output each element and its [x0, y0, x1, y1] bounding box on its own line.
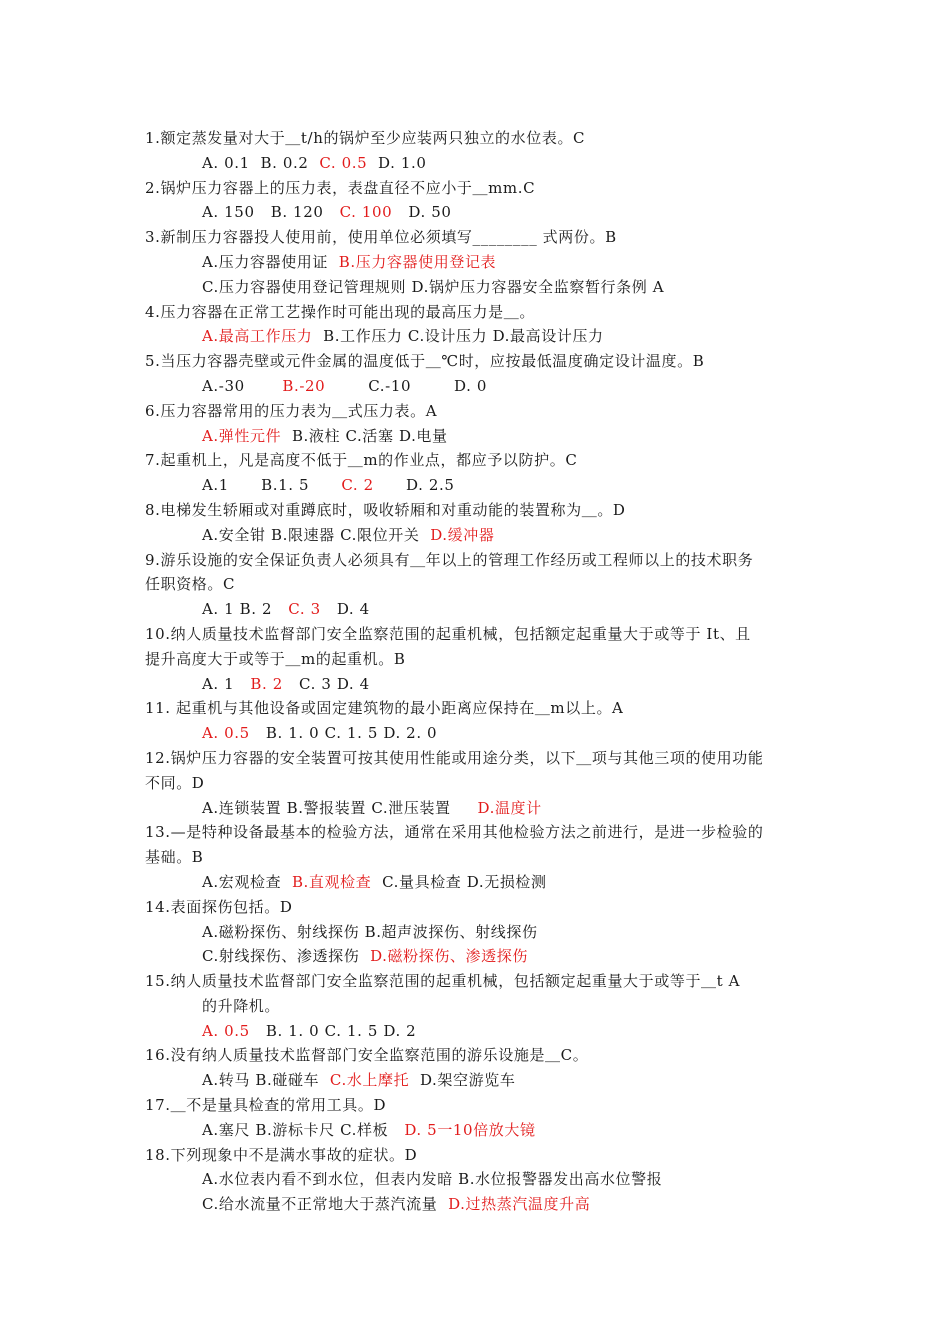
question-text: 基础。B [145, 848, 204, 867]
answer-options-line [145, 275, 815, 300]
answer-options-line [145, 250, 815, 275]
answer-options-line [145, 1167, 815, 1192]
question-text: 11. 起重机与其他设备或固定建筑物的最小距离应保持在＿m以上。A [145, 699, 624, 718]
question-list [145, 126, 815, 1217]
correct-answer-option: A.最高工作压力 [202, 327, 313, 346]
correct-answer-option: D.温度计 [477, 798, 542, 817]
question-text-line [145, 820, 815, 845]
question-text: 16.没有纳人质量技术监督部门安全监察范围的游乐设施是＿C。 [145, 1046, 589, 1065]
question-text: 5.当压力容器壳壁或元件金属的温度低于＿℃时，应按最低温度确定设计温度。B [145, 352, 705, 371]
answer-options-line [145, 994, 815, 1019]
option-text: A. 1 [202, 674, 251, 693]
question-text-line [145, 176, 815, 201]
option-text: B. 1. 0 C. 1. 5 D. 2 [249, 1021, 417, 1040]
question-text-line [145, 845, 815, 870]
option-text: A.-30 [202, 376, 283, 395]
question-text-line [145, 1093, 815, 1118]
option-text: A.转马 B.碰碰车 [202, 1071, 330, 1090]
answer-options-line [145, 1068, 815, 1093]
question-text-line [145, 126, 815, 151]
option-text: A. 0.1 B. 0.2 [202, 153, 320, 172]
question-text-line [145, 969, 815, 994]
answer-options-line [145, 151, 815, 176]
question-text: 18.下列现象中不是满水事故的症状。D [145, 1145, 418, 1164]
correct-answer-option: D. 5一10倍放大镜 [404, 1120, 536, 1139]
option-text: A.1 B.1. 5 [202, 476, 342, 495]
answer-options-line [145, 672, 815, 697]
option-text: A.水位表内看不到水位，但表内发暗 B.水位报警器发出高水位警报 [202, 1170, 663, 1189]
question-text-line [145, 448, 815, 473]
correct-answer-option: A.弹性元件 [202, 426, 282, 445]
question-text: 3.新制压力容器投人使用前，使用单位必须填写________ 式两份。B [145, 228, 617, 247]
question-text-line [145, 225, 815, 250]
question-text: 12.锅炉压力容器的安全装置可按其使用性能或用途分类，以下＿项与其他三项的使用功能 [145, 748, 764, 767]
question-text-line [145, 647, 815, 672]
question-text-line [145, 300, 815, 325]
answer-options-line [145, 1192, 815, 1217]
question-text: 不同。D [145, 773, 205, 792]
correct-answer-option: D.缓冲器 [430, 525, 495, 544]
option-text: D. 2.5 [373, 476, 455, 495]
answer-options-line [145, 324, 815, 349]
answer-options-line [145, 200, 815, 225]
answer-options-line [145, 721, 815, 746]
question-text: 13.—是特种设备最基本的检验方法，通常在采用其他检验方法之前进行，是进一步检验的 [145, 823, 764, 842]
correct-answer-option: D.磁粉探伤、渗透探伤 [370, 947, 528, 966]
question-text: 6.压力容器常用的压力表为＿式压力表。A [145, 401, 438, 420]
option-text: A.塞尺 B.游标卡尺 C.样板 [202, 1120, 405, 1139]
question-text-line [145, 746, 815, 771]
question-text: 任职资格。C [145, 575, 236, 594]
option-text: A.宏观检查 [202, 872, 292, 891]
question-text: 17.＿不是量具检查的常用工具。D [145, 1096, 387, 1115]
question-text: 15.纳人质量技术监督部门安全监察范围的起重机械，包括额定起重量大于或等于＿t A [145, 972, 741, 991]
answer-options-line [145, 424, 815, 449]
question-text-line [145, 771, 815, 796]
correct-answer-option: C. 100 [339, 203, 393, 222]
option-text: C.-10 D. 0 [325, 376, 488, 395]
question-text-line [145, 349, 815, 374]
option-text: A.连锁装置 B.警报装置 C.泄压装置 [202, 798, 478, 817]
option-text: D.架空游览车 [409, 1071, 516, 1090]
question-text-line [145, 498, 815, 523]
option-text: C.压力容器使用登记管理规则 D.锅炉压力容器安全监察暂行条例 A [202, 277, 665, 296]
question-text: 4.压力容器在正常工艺操作时可能出现的最高压力是＿。 [145, 302, 535, 321]
question-text-line [145, 572, 815, 597]
correct-answer-option: B.直观检查 [291, 872, 372, 891]
answer-options-line [145, 920, 815, 945]
question-text-line [145, 895, 815, 920]
option-text: A.压力容器使用证 [202, 252, 339, 271]
correct-answer-option: A. 0.5 [202, 724, 250, 743]
option-text: A. 1 B. 2 [202, 600, 289, 619]
option-text: B.液柱 C.活塞 D.电量 [281, 426, 448, 445]
answer-options-line [145, 870, 815, 895]
question-text-line [145, 1143, 815, 1168]
answer-options-line [145, 473, 815, 498]
option-text: C. 3 D. 4 [282, 674, 370, 693]
answer-options-line [145, 1118, 815, 1143]
option-text: A. 150 B. 120 [202, 203, 340, 222]
option-text: A.安全钳 B.限速器 C.限位开关 [202, 525, 431, 544]
option-text: 的升降机。 [202, 996, 281, 1015]
option-text: C.射线探伤、渗透探伤 [202, 947, 371, 966]
question-text: 7.起重机上，凡是高度不低于＿m的作业点，都应予以防护。C [145, 451, 578, 470]
option-text: C.量具检查 D.无损检测 [371, 872, 547, 891]
question-text-line [145, 622, 815, 647]
option-text: B.工作压力 C.设计压力 D.最高设计压力 [312, 327, 604, 346]
correct-answer-option: C. 0.5 [319, 153, 368, 172]
answer-options-line [145, 597, 815, 622]
answer-options-line [145, 523, 815, 548]
question-text: 8.电梯发生轿厢或对重蹲底时，吸收轿厢和对重动能的装置称为＿。D [145, 500, 626, 519]
question-text: 9.游乐设施的安全保证负责人必须具有＿年以上的管理工作经历或工程师以上的技术职务 [145, 550, 754, 569]
option-text: C.给水流量不正常地大于蒸汽流量 [202, 1195, 449, 1214]
correct-answer-option: B. 2 [250, 674, 283, 693]
correct-answer-option: C. 3 [288, 600, 321, 619]
correct-answer-option: C. 2 [341, 476, 374, 495]
answer-options-line [145, 1019, 815, 1044]
option-text: A.磁粉探伤、射线探伤 B.超声波探伤、射线探伤 [202, 922, 538, 941]
answer-options-line [145, 944, 815, 969]
question-text: 2.锅炉压力容器上的压力表，表盘直径不应小于＿mm.C [145, 178, 536, 197]
question-text: 1.额定蒸发量对大于＿t/h的锅炉至少应装两只独立的水位表。C [145, 129, 586, 147]
question-text: 提升高度大于或等于＿m的起重机。B [145, 649, 406, 668]
question-text: 14.表面探伤包括。D [145, 897, 293, 916]
option-text: D. 50 [392, 203, 452, 222]
correct-answer-option: A. 0.5 [202, 1021, 250, 1040]
question-text-line [145, 548, 815, 573]
correct-answer-option: B.压力容器使用登记表 [338, 252, 497, 271]
correct-answer-option: B.-20 [282, 376, 326, 395]
answer-options-line [145, 796, 815, 821]
question-text: 10.纳人质量技术监督部门安全监察范围的起重机械，包括额定起重量大于或等于 It、且 [145, 624, 751, 643]
option-text: B. 1. 0 C. 1. 5 D. 2. 0 [249, 724, 438, 743]
option-text: D. 4 [320, 600, 370, 619]
answer-options-line [145, 374, 815, 399]
question-text-line [145, 399, 815, 424]
question-text-line [145, 1043, 815, 1068]
question-text-line [145, 696, 815, 721]
correct-answer-option: C.水上摩托 [329, 1071, 410, 1090]
correct-answer-option: D.过热蒸汽温度升高 [448, 1195, 591, 1214]
option-text: D. 1.0 [367, 153, 427, 172]
